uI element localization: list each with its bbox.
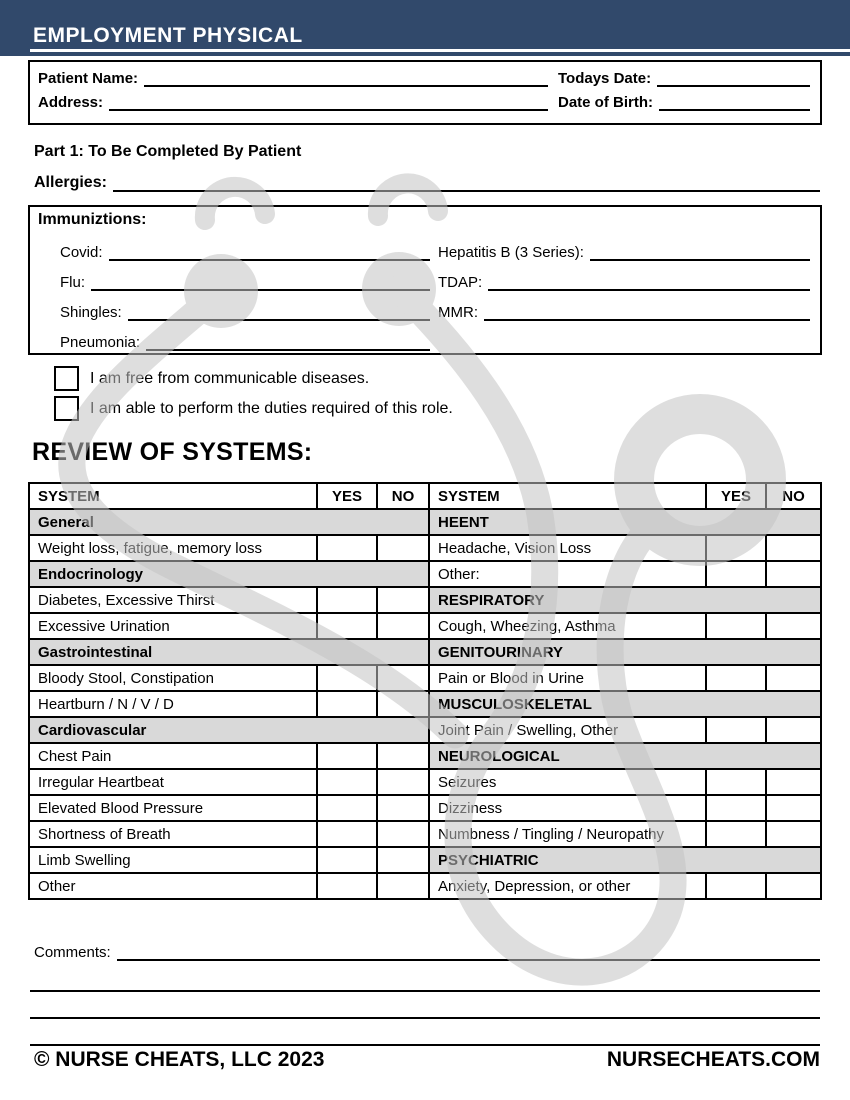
comments-extra-line[interactable] bbox=[30, 990, 820, 992]
ros-no-cell[interactable] bbox=[377, 873, 429, 899]
ros-row bbox=[29, 743, 821, 769]
ros-no-cell[interactable] bbox=[766, 821, 821, 847]
ros-category-cell: HEENT bbox=[429, 509, 821, 535]
patient-name-label: Patient Name: bbox=[38, 70, 139, 87]
ros-category-cell: GENITOURINARY bbox=[429, 639, 821, 665]
ros-item-cell: Other bbox=[29, 873, 317, 899]
ros-yes-cell[interactable] bbox=[317, 847, 377, 873]
ros-yes-cell[interactable] bbox=[317, 743, 377, 769]
ros-category-cell: General bbox=[29, 509, 429, 535]
ros-item-cell: Seizures bbox=[429, 769, 706, 795]
ros-row bbox=[29, 587, 821, 613]
ros-item-cell: Irregular Heartbeat bbox=[29, 769, 317, 795]
ros-yes-cell[interactable] bbox=[706, 873, 766, 899]
ros-yes-cell[interactable] bbox=[706, 665, 766, 691]
ros-no-cell[interactable] bbox=[766, 613, 821, 639]
ros-item-cell: Elevated Blood Pressure bbox=[29, 795, 317, 821]
ros-yes-cell[interactable] bbox=[706, 613, 766, 639]
ros-row bbox=[29, 691, 821, 717]
ros-yes-cell[interactable] bbox=[317, 613, 377, 639]
ros-row bbox=[29, 535, 821, 561]
immunization-row bbox=[38, 321, 810, 351]
ros-no-cell[interactable] bbox=[377, 587, 429, 613]
ros-header-no-left: NO bbox=[377, 483, 429, 509]
ros-category-cell: Gastrointestinal bbox=[29, 639, 429, 665]
ros-item-cell: Weight loss, fatigue, memory loss bbox=[29, 535, 317, 561]
ros-item-cell: Pain or Blood in Urine bbox=[429, 665, 706, 691]
ros-item-cell: Numbness / Tingling / Neuropathy bbox=[429, 821, 706, 847]
immunization-label: MMR: bbox=[438, 304, 478, 321]
ros-item-cell: Cough, Wheezing, Asthma bbox=[429, 613, 706, 639]
attestation-text: I am able to perform the duties required of this role. bbox=[90, 399, 453, 417]
part1-title: Part 1: To Be Completed By Patient bbox=[34, 143, 302, 160]
immunization-label: Pneumonia: bbox=[60, 334, 141, 351]
ros-item-cell: Other: bbox=[429, 561, 706, 587]
ros-category-cell: NEUROLOGICAL bbox=[429, 743, 821, 769]
ros-row bbox=[29, 769, 821, 795]
immunization-line[interactable] bbox=[128, 305, 430, 321]
ros-yes-cell[interactable] bbox=[317, 821, 377, 847]
form-title: EMPLOYMENT PHYSICAL bbox=[33, 24, 303, 47]
form-header-bar bbox=[0, 0, 850, 56]
immunization-label: Covid: bbox=[60, 244, 103, 261]
review-of-systems-table bbox=[28, 482, 822, 900]
ros-yes-cell[interactable] bbox=[706, 717, 766, 743]
review-of-systems-title: REVIEW OF SYSTEMS: bbox=[32, 438, 313, 466]
todays-date-label: Todays Date: bbox=[558, 70, 652, 87]
ros-yes-cell[interactable] bbox=[706, 821, 766, 847]
ros-yes-cell[interactable] bbox=[706, 535, 766, 561]
ros-yes-cell[interactable] bbox=[317, 535, 377, 561]
ros-item-cell: Anxiety, Depression, or other bbox=[429, 873, 706, 899]
ros-yes-cell[interactable] bbox=[706, 561, 766, 587]
attestation-checkbox[interactable] bbox=[54, 366, 79, 391]
ros-item-cell: Chest Pain bbox=[29, 743, 317, 769]
attestation-text: I am free from communicable diseases. bbox=[90, 369, 370, 387]
ros-no-cell[interactable] bbox=[766, 873, 821, 899]
immunization-line[interactable] bbox=[146, 335, 430, 351]
ros-header-yes-left: YES bbox=[317, 483, 377, 509]
allergies-label: Allergies: bbox=[34, 174, 107, 191]
ros-no-cell[interactable] bbox=[377, 795, 429, 821]
ros-yes-cell[interactable] bbox=[706, 769, 766, 795]
ros-no-cell[interactable] bbox=[377, 691, 429, 717]
ros-yes-cell[interactable] bbox=[317, 691, 377, 717]
ros-item-cell: Limb Swelling bbox=[29, 847, 317, 873]
ros-yes-cell[interactable] bbox=[317, 665, 377, 691]
immunization-row bbox=[38, 231, 810, 261]
patient-name-line[interactable] bbox=[144, 71, 548, 87]
ros-no-cell[interactable] bbox=[766, 665, 821, 691]
ros-item-cell: Joint Pain / Swelling, Other bbox=[429, 717, 706, 743]
ros-category-cell: RESPIRATORY bbox=[429, 587, 821, 613]
ros-row bbox=[29, 561, 821, 587]
immunization-line[interactable] bbox=[484, 305, 810, 321]
ros-no-cell[interactable] bbox=[766, 561, 821, 587]
ros-yes-cell[interactable] bbox=[706, 795, 766, 821]
ros-yes-cell[interactable] bbox=[317, 587, 377, 613]
attestation-row bbox=[54, 366, 369, 391]
immunization-label: TDAP: bbox=[438, 274, 483, 291]
date-of-birth-line[interactable] bbox=[659, 95, 810, 111]
ros-row bbox=[29, 873, 821, 899]
ros-item-cell: Excessive Urination bbox=[29, 613, 317, 639]
attestation-row bbox=[54, 396, 453, 421]
ros-row bbox=[29, 717, 821, 743]
comments-line[interactable] bbox=[117, 945, 820, 961]
immunization-label: Hepatitis B (3 Series): bbox=[438, 244, 584, 261]
ros-row bbox=[29, 821, 821, 847]
ros-category-cell: Endocrinology bbox=[29, 561, 429, 587]
ros-header-system-right: SYSTEM bbox=[429, 483, 706, 509]
comments-extra-line[interactable] bbox=[30, 1017, 820, 1019]
ros-header-row bbox=[29, 483, 821, 509]
ros-no-cell[interactable] bbox=[377, 535, 429, 561]
ros-row bbox=[29, 509, 821, 535]
ros-item-cell: Headache, Vision Loss bbox=[429, 535, 706, 561]
ros-item-cell: Dizziness bbox=[429, 795, 706, 821]
ros-no-cell[interactable] bbox=[377, 821, 429, 847]
ros-no-cell[interactable] bbox=[377, 847, 429, 873]
ros-row bbox=[29, 847, 821, 873]
date-of-birth-label: Date of Birth: bbox=[558, 94, 653, 111]
comments-extra-line[interactable] bbox=[30, 1044, 820, 1046]
ros-no-cell[interactable] bbox=[377, 743, 429, 769]
ros-item-cell: Diabetes, Excessive Thirst bbox=[29, 587, 317, 613]
ros-header-system-left: SYSTEM bbox=[29, 483, 317, 509]
ros-no-cell[interactable] bbox=[377, 769, 429, 795]
immunization-line[interactable] bbox=[109, 245, 430, 261]
ros-no-cell[interactable] bbox=[766, 795, 821, 821]
website-text: NURSECHEATS.COM bbox=[606, 1048, 820, 1071]
ros-category-cell: PSYCHIATRIC bbox=[429, 847, 821, 873]
immunization-label: Shingles: bbox=[60, 304, 122, 321]
ros-item-cell: Bloody Stool, Constipation bbox=[29, 665, 317, 691]
immunization-line[interactable] bbox=[91, 275, 430, 291]
ros-no-cell[interactable] bbox=[766, 535, 821, 561]
ros-category-cell: MUSCULOSKELETAL bbox=[429, 691, 821, 717]
address-label: Address: bbox=[38, 94, 104, 111]
ros-no-cell[interactable] bbox=[377, 665, 429, 691]
immunization-label: Flu: bbox=[60, 274, 86, 291]
ros-yes-cell[interactable] bbox=[317, 795, 377, 821]
ros-row bbox=[29, 795, 821, 821]
form-title-underline bbox=[30, 49, 850, 52]
ros-category-cell: Cardiovascular bbox=[29, 717, 429, 743]
ros-item-cell: Shortness of Breath bbox=[29, 821, 317, 847]
immunization-line[interactable] bbox=[590, 245, 810, 261]
ros-no-cell[interactable] bbox=[766, 769, 821, 795]
address-line[interactable] bbox=[109, 95, 548, 111]
immunization-row bbox=[38, 261, 810, 291]
ros-yes-cell[interactable] bbox=[317, 873, 377, 899]
ros-row bbox=[29, 665, 821, 691]
ros-row bbox=[29, 639, 821, 665]
immunization-line[interactable] bbox=[488, 275, 810, 291]
patient-info-box bbox=[28, 60, 822, 125]
ros-yes-cell[interactable] bbox=[317, 769, 377, 795]
immunizations-title: Immuniztions: bbox=[38, 211, 147, 228]
ros-item-cell: Heartburn / N / V / D bbox=[29, 691, 317, 717]
copyright-text: © NURSE CHEATS, LLC 2023 bbox=[34, 1048, 325, 1071]
allergies-line[interactable] bbox=[113, 176, 820, 192]
ros-no-cell[interactable] bbox=[377, 613, 429, 639]
ros-header-yes-right: YES bbox=[706, 483, 766, 509]
immunization-row bbox=[38, 291, 810, 321]
comments-label: Comments: bbox=[34, 944, 111, 961]
ros-no-cell[interactable] bbox=[766, 717, 821, 743]
ros-row bbox=[29, 613, 821, 639]
todays-date-line[interactable] bbox=[657, 71, 810, 87]
attestation-checkbox[interactable] bbox=[54, 396, 79, 421]
immunizations-box bbox=[28, 205, 822, 355]
ros-header-no-right: NO bbox=[766, 483, 821, 509]
